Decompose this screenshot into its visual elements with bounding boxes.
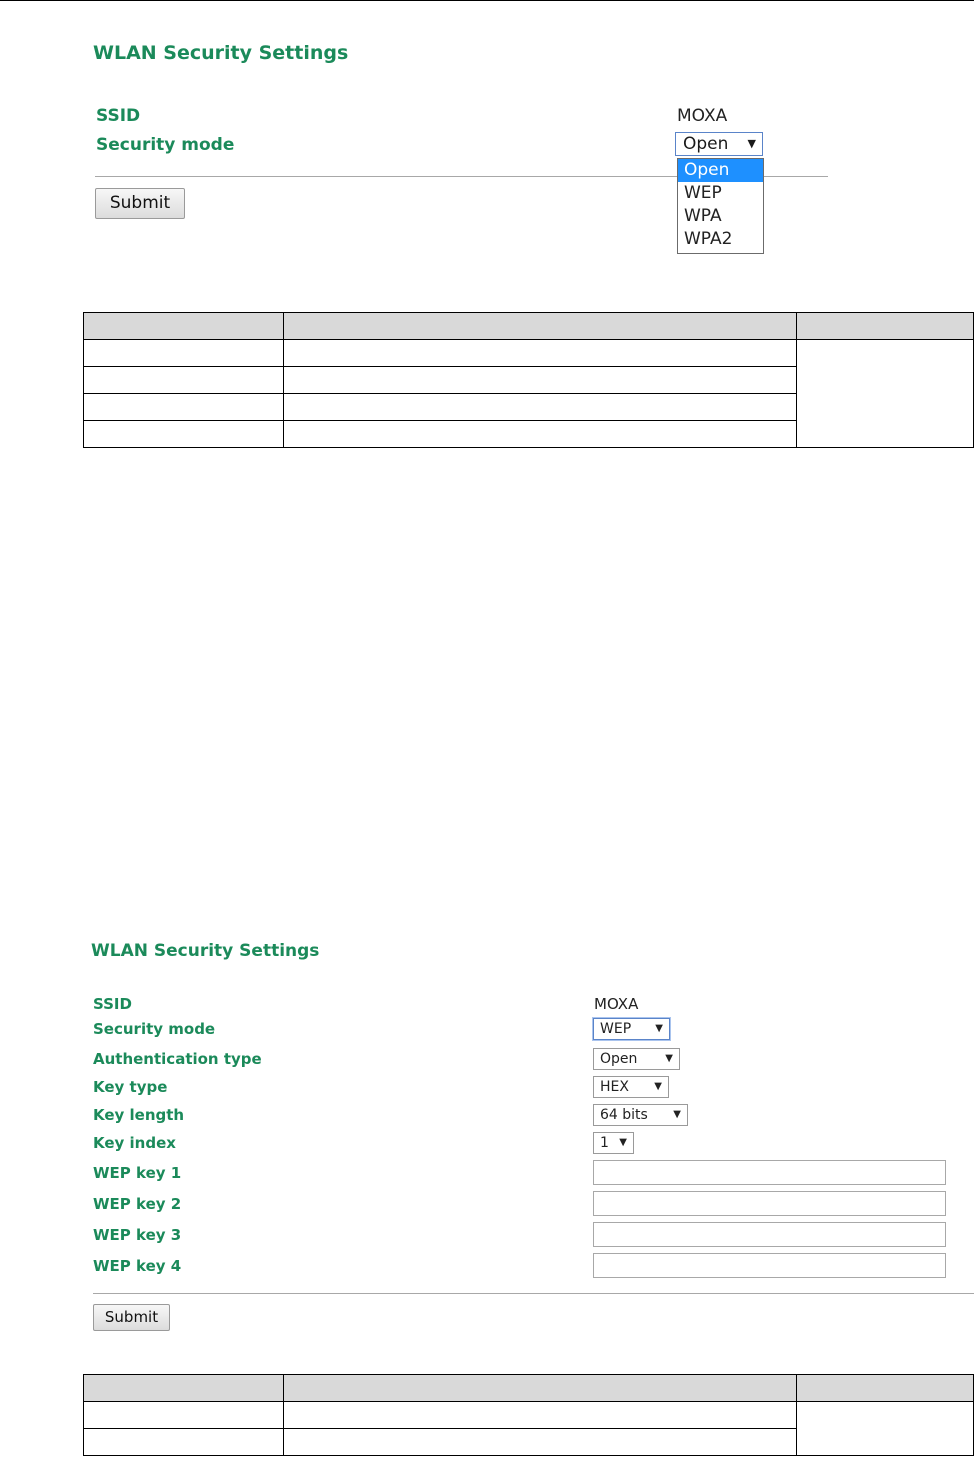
ssid-label: SSID: [93, 995, 132, 1013]
table-cell: [283, 1429, 796, 1456]
panel1-title: WLAN Security Settings: [93, 42, 349, 64]
submit-button[interactable]: Submit: [95, 188, 185, 219]
table-header-cell: [283, 313, 796, 340]
key-index-selected: 1: [600, 1135, 609, 1151]
security-mode-select[interactable]: [675, 132, 763, 156]
table-header-cell: [84, 313, 284, 340]
table-header-cell: [84, 1375, 284, 1402]
settings-table-1: [83, 312, 974, 448]
table-row: [84, 340, 974, 367]
table-cell: [283, 340, 796, 367]
security-mode-selected: Open: [683, 134, 729, 154]
table-cell: [283, 421, 796, 448]
security-mode-label: Security mode: [96, 135, 235, 155]
table-cell: [84, 1429, 284, 1456]
wep-key-4-label: WEP key 4: [93, 1257, 182, 1275]
chevron-down-icon: ▼: [654, 1081, 662, 1092]
key-length-label: Key length: [93, 1106, 185, 1124]
wep-key-4-input[interactable]: [593, 1253, 946, 1278]
option-open[interactable]: Open: [678, 159, 763, 182]
table-cell: [797, 340, 974, 448]
wep-key-1-input[interactable]: [593, 1160, 946, 1185]
key-length-selected: 64 bits: [600, 1107, 648, 1123]
security-mode-label: Security mode: [93, 1020, 216, 1038]
wep-key-2-input[interactable]: [593, 1191, 946, 1216]
option-wpa[interactable]: WPA: [684, 206, 722, 226]
divider: [93, 1293, 974, 1294]
key-index-label: Key index: [93, 1134, 176, 1152]
security-mode-select[interactable]: [593, 1018, 670, 1040]
wep-key-2-label: WEP key 2: [93, 1195, 182, 1213]
option-wep[interactable]: WEP: [684, 183, 722, 203]
wep-key-3-label: WEP key 3: [93, 1226, 182, 1244]
authentication-type-select[interactable]: [593, 1048, 680, 1070]
table-cell: [84, 421, 284, 448]
key-type-label: Key type: [93, 1078, 168, 1096]
chevron-down-icon: ▼: [619, 1137, 627, 1148]
table-header-cell: [283, 1375, 796, 1402]
submit-button[interactable]: Submit: [93, 1304, 170, 1331]
key-type-selected: HEX: [600, 1079, 629, 1095]
table-cell: [84, 1402, 284, 1429]
table-cell: [283, 394, 796, 421]
key-type-select[interactable]: [593, 1076, 669, 1098]
ssid-value: MOXA: [594, 995, 639, 1013]
chevron-down-icon: ▼: [673, 1109, 681, 1120]
security-mode-dropdown-list: [677, 158, 764, 254]
table-cell: [84, 394, 284, 421]
page-top-rule: [0, 0, 974, 1]
authentication-type-label: Authentication type: [93, 1050, 262, 1068]
wep-key-1-label: WEP key 1: [93, 1164, 182, 1182]
wep-key-3-input[interactable]: [593, 1222, 946, 1247]
table-cell: [797, 1402, 974, 1456]
panel2-title: WLAN Security Settings: [91, 941, 320, 961]
security-mode-selected: WEP: [600, 1021, 632, 1037]
settings-table-2: [83, 1374, 974, 1456]
table-cell: [283, 367, 796, 394]
option-wpa2[interactable]: WPA2: [684, 229, 733, 249]
table-header-cell: [797, 313, 974, 340]
chevron-down-icon: ▼: [665, 1053, 673, 1064]
table-cell: [84, 367, 284, 394]
chevron-down-icon: ▼: [655, 1023, 663, 1034]
table-cell: [283, 1402, 796, 1429]
ssid-label: SSID: [96, 106, 141, 126]
ssid-value: MOXA: [677, 106, 728, 126]
key-index-select[interactable]: [593, 1132, 634, 1154]
authentication-type-selected: Open: [600, 1051, 638, 1067]
table-header-cell: [797, 1375, 974, 1402]
key-length-select[interactable]: [593, 1104, 688, 1126]
table-row: [84, 1402, 974, 1429]
chevron-down-icon: ▼: [747, 137, 756, 150]
table-cell: [84, 340, 284, 367]
